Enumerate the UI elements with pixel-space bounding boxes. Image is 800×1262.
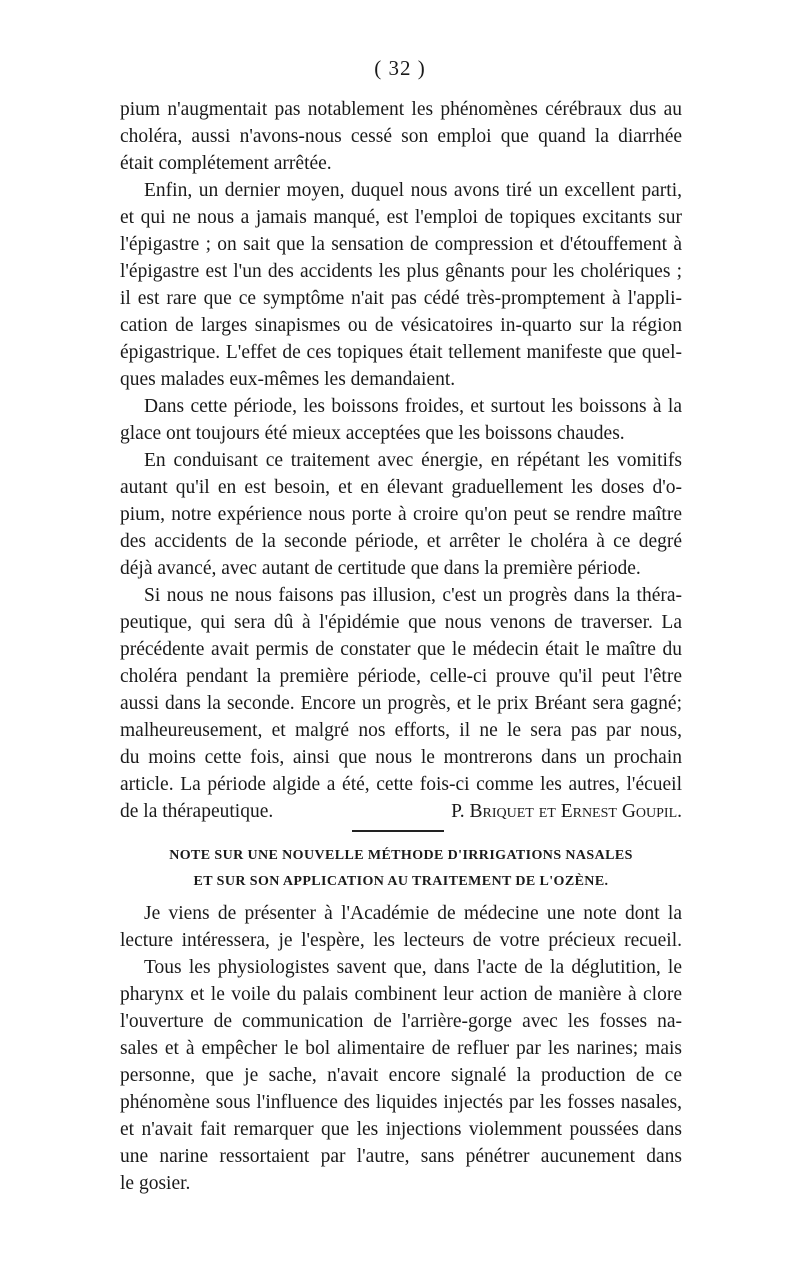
text-line: pharynx et le voile du palais combinent leur action de manière à clore [120,984,682,1005]
text-line: il est rare que ce symptôme n'ait pas cédé très-promptement à l'appli- [120,288,682,309]
text-line: autant qu'il en est besoin, et en élevant graduellement les doses d'o- [120,477,682,498]
text-line: Dans cette période, les boissons froides, et surtout les boissons à la [144,396,682,417]
text-line: l'épigastre est l'un des accidents les plus gênants pour les cholériques ; [120,261,682,282]
page-number: ( 32 ) [374,56,426,80]
text-line: lecture intéressera, je l'espère, les lecteurs de votre précieux recueil. [120,930,682,951]
text-line: et qui ne nous a jamais manqué, est l'emploi de topiques excitants sur [120,207,682,228]
text-line: épigastrique. L'effet de ces topiques était tellement manifeste que quel- [120,342,682,363]
text-line: une narine ressortaient par l'autre, sans pénétrer aucunement dans [120,1146,682,1167]
text-line: choléra, aussi n'avons-nous cessé son emploi que quand la diarrhée [120,126,682,147]
text-line: glace ont toujours été mieux acceptées que les boissons chaudes. [120,423,625,444]
text-line: l'épigastre ; on sait que la sensation de compression et d'étouffement à [120,234,682,255]
text-line: choléra pendant la première période, celle-ci prouve qu'il peut l'être [120,666,682,687]
text-line: Tous les physiologistes savent que, dans l'acte de la déglutition, le [144,957,682,978]
article-heading: ET SUR SON APPLICATION AU TRAITEMENT DE L'OZÈNE. [193,874,609,889]
text-line: le gosier. [120,1173,191,1194]
text-line: était complétement arrêtée. [120,153,332,174]
text-line: ques malades eux-mêmes les demandaient. [120,369,456,390]
text-line: sales et à empêcher le bol alimentaire de refluer par les narines; mais [120,1038,682,1059]
text-line: des accidents de la seconde période, et arrêter le choléra à ce degré [120,531,682,552]
text-line: Si nous ne nous faisons pas illusion, c'est un progrès dans la théra- [144,585,682,606]
text-line: malheureusement, et malgré nos efforts, il ne le sera pas par nous, [120,720,682,741]
text-line: l'ouverture de communication de l'arrière-gorge avec les fosses na- [120,1011,682,1032]
text-line: Enfin, un dernier moyen, duquel nous avons tiré un excellent parti, [144,180,682,201]
text-line: de la thérapeutique. [120,801,274,822]
text-line: précédente avait permis de constater que le médecin était le maître du [120,639,682,660]
text-line: personne, que je sache, n'avait encore signalé la production de ce [120,1065,682,1086]
author-signature: P. Briquet et Ernest Goupil. [451,801,682,822]
text-line: pium n'augmentait pas notablement les phénomènes cérébraux dus au [120,99,682,120]
text-line: et n'avait fait remarquer que les injections violemment poussées dans [120,1119,682,1140]
text-line: cation de larges sinapismes ou de vésicatoires in-quarto sur la région [120,315,682,336]
text-line: du moins cette fois, ainsi que nous le montrerons dans un prochain [120,747,682,768]
text-line: phénomène sous l'influence des liquides injectés par les fosses nasales, [120,1092,682,1113]
section-divider [352,830,444,832]
article-heading: NOTE SUR UNE NOUVELLE MÉTHODE D'IRRIGATIONS NASALES [169,848,633,863]
text-line: déjà avancé, avec autant de certitude que dans la première période. [120,558,641,579]
text-line: pium, notre expérience nous porte à croire qu'on peut se rendre maître [120,504,682,525]
text-line: aussi dans la seconde. Encore un progrès, et le prix Bréant sera gagné; [120,693,682,714]
text-line: En conduisant ce traitement avec énergie, en répétant les vomitifs [144,450,682,471]
text-line: article. La période algide a été, cette fois-ci comme les autres, l'écueil [120,774,682,795]
text-line: peutique, qui sera dû à l'épidémie que nous venons de traverser. La [120,612,682,633]
text-line: Je viens de présenter à l'Académie de médecine une note dont la [144,903,682,924]
